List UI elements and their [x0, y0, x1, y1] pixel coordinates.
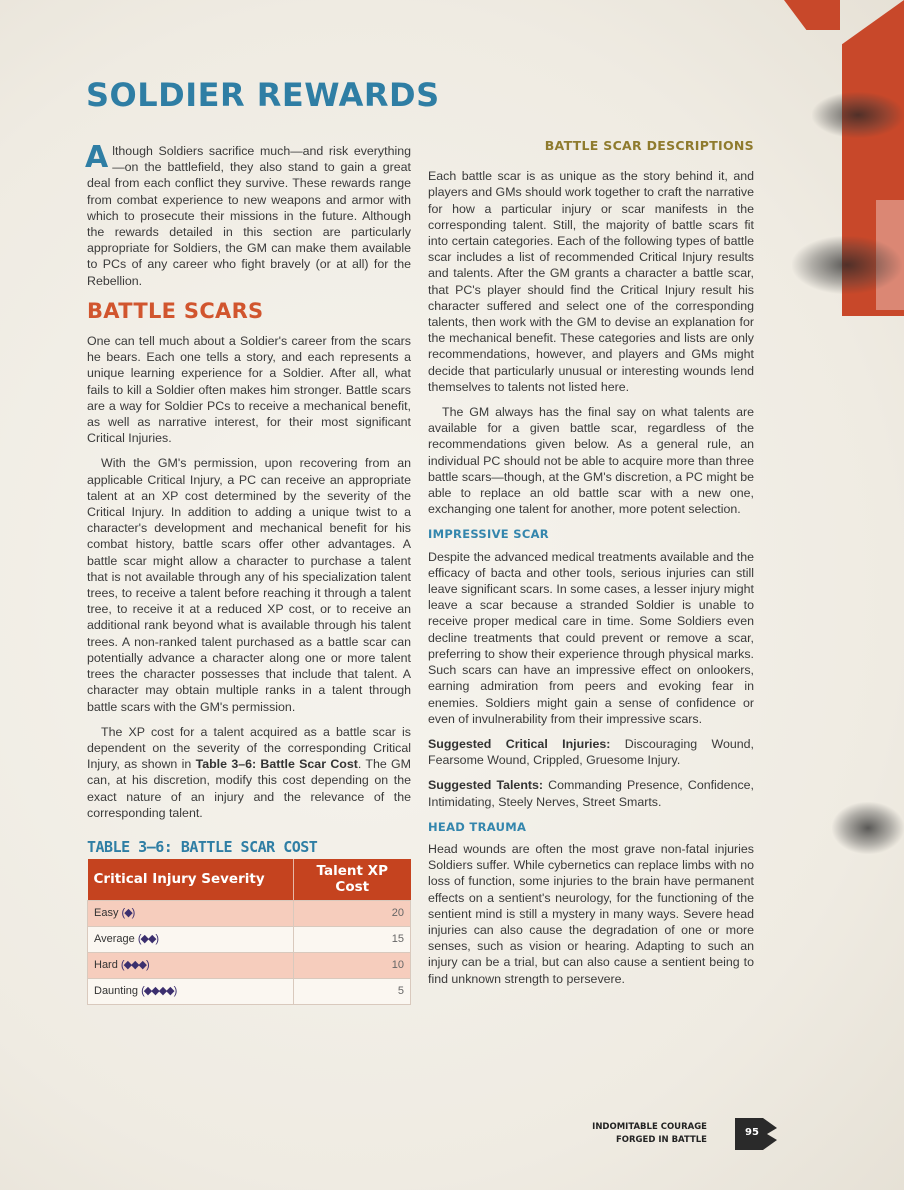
impressive-scar-heading: IMPRESSIVE SCAR — [428, 527, 549, 542]
descriptions-paragraph-1: Each battle scar is as unique as the story behind it, and players and GMs should work together to craft the narrative for how a particular injury or scar manifests in the corresponding talent. Still, the majority of battle scars fit into certain categories. Each of the following types of battle scar includes a list of recommended Critical Injury results and talents. After the GM grants a character a battle scar, that PC's player should find the Critical Injury result his character suffered and select one of the corresponding talents, then work with the GM to devise an explanation for the mechanical benefit. These categories and lists are only recommendations, however, and players and GMs might decide that particularly unusual or interesting wounds lend themselves to talents not listed here. — [428, 169, 754, 394]
ink-smudge — [832, 802, 904, 854]
running-footer — [592, 1121, 707, 1147]
difficulty-dice-icon: (◆◆◆) — [120, 958, 149, 971]
table-header-severity: Critical Injury Severity — [88, 859, 294, 900]
intro-paragraph: Although Soldiers sacrifice much—and risk everything—on the battlefield, they also stand to gain a great deal from each conflict they survive. These rewards range from combat experience to new weapons and armor with which to prosecute their missions in the future. Although the rewards detailed in this section are particularly appropriate for Soldiers, the GM can make them available to PCs of any career who fight bravely (or at all) for the Rebellion. — [85, 140, 411, 288]
ink-smudge — [812, 92, 904, 138]
impressive-scar-paragraph: Despite the advanced medical treatments available and the efficacy of bacta and other tools, serious injuries can still leave significant scars. In some cases, a lesser injury might leave a scar because a stranded Soldier is unable to receive proper medical care in time. Some Soldiers even decline treatments that could prevent or remove a scar, preferring to show their experience through physical marks. Such scars can have an impressive effect on onlookers, earning admiration from peers and evoking fear in enemies. Soldiers might gain a sense of confidence or even of invulnerability from their impressive scars. — [428, 549, 754, 726]
table-row — [88, 952, 411, 978]
difficulty-dice-icon: (◆◆◆◆) — [141, 984, 177, 997]
left-column — [85, 140, 411, 1005]
battle-scars-paragraph-2: With the GM's permission, upon recovering from an applicable Critical Injury, a PC can receive an appropriate talent at an XP cost determined by the severity of the Critical Injury. In addition to adding a unique twist to a character's development and mechanical benefit for his combat history, battle scars offer other advantages. A battle scar might allow a character to purchase a talent that is not available through any of his specialization talent trees, to receive a talent before reaching it through a talent tree, to receive it at a reduced XP cost, or to receive an additional rank beyond what is available through his talent trees. A non-ranked talent purchased as a battle scar can potentially advance a character along one or more talent trees the character possesses that include that talent. A character may obtain multiple ranks in a talent through battle scars with the GM's permission. — [87, 456, 411, 714]
battle-scar-cost-table — [87, 859, 411, 1004]
page-number: 95 — [745, 1127, 759, 1138]
battle-scars-paragraph-3: The XP cost for a talent acquired as a battle scar is dependent on the severity of the corresponding Critical Injury, as shown in Table 3–6: Battle Scar Cost. The GM can, at his discretion, modify this cost depending on the exact nature of an injury and the relevance of the corresponding talent. — [87, 724, 411, 820]
table-reference: Table 3–6: Battle Scar Cost — [195, 757, 358, 772]
table-row — [88, 978, 411, 1004]
footer-chapter: INDOMITABLE COURAGE — [592, 1122, 707, 1132]
ink-smudge — [792, 236, 902, 294]
severity-cell: Hard (◆◆◆) — [88, 952, 294, 978]
page-title: SOLDIER REWARDS — [86, 76, 440, 114]
right-column — [428, 136, 754, 996]
severity-cell: Average (◆◆) — [88, 926, 294, 952]
table-header-xp-cost: Talent XP Cost — [294, 859, 411, 900]
descriptions-heading: BATTLE SCAR DESCRIPTIONS — [544, 138, 754, 153]
table-row — [88, 900, 411, 926]
head-trauma-heading: HEAD TRAUMA — [428, 819, 527, 834]
cost-cell: 5 — [294, 978, 411, 1004]
drop-cap: A — [85, 140, 109, 175]
head-trauma-paragraph: Head wounds are often the most grave non-fatal injuries Soldiers suffer. While cybernetics can replace limbs with no loss of function, some injuries to the brain have permanent effects on a sentient's neurology, for the functioning of the sentient mind is still a mystery in many ways. Severe head injuries can also cause the degradation of one or more senses, such as vision or hearing. Adapting to such an injury can be a trial, but can also cause a sentient being to find unknown strength to persevere. — [428, 841, 754, 986]
table-row — [88, 926, 411, 952]
descriptions-paragraph-2: The GM always has the final say on what talents are available for a given battle scar, regardless of the recommendations given below. As a general rule, an individual PC should not be able to acquire more than three battle scars—though, at the GM's discretion, a PC might be able to replace an old battle scar with a new one, exchanging one talent for another, more potent selection. — [428, 405, 754, 517]
severity-cell: Easy (◆) — [88, 900, 294, 926]
cost-cell: 10 — [294, 952, 411, 978]
difficulty-dice-icon: (◆◆) — [137, 932, 159, 945]
impressive-scar-injuries: Suggested Critical Injuries: Discouraging Wound, Fearsome Wound, Crippled, Gruesome Injury. — [428, 736, 754, 768]
impressive-scar-talents: Suggested Talents: Commanding Presence, Confidence, Intimidating, Steely Nerves, Street Smarts. — [428, 778, 754, 809]
severity-cell: Daunting (◆◆◆◆) — [88, 978, 294, 1004]
cost-cell: 20 — [294, 900, 411, 926]
battle-scars-heading: BATTLE SCARS — [87, 298, 264, 323]
battle-scars-paragraph-1: One can tell much about a Soldier's career from the scars he bears. Each one tells a story, and each represents a unique learning experience for a Soldier. After all, what fails to kill a Soldier often makes him stronger. Battle scars are a way for Soldier PCs to receive a mechanical benefit, as well as narrative interest, for their most significant Critical Injuries. — [87, 334, 411, 446]
cost-cell: 15 — [294, 926, 411, 952]
footer-book: FORGED IN BATTLE — [615, 1135, 707, 1145]
table-title: TABLE 3–6: BATTLE SCAR COST — [87, 837, 318, 856]
difficulty-dice-icon: (◆) — [121, 906, 135, 919]
